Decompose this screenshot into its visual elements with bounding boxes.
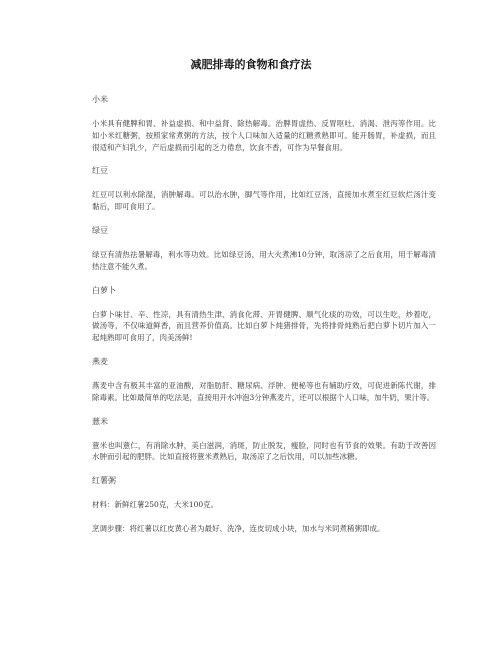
section-heading: 绿豆: [92, 225, 108, 235]
paragraph: 红豆可以利水除湿，消肿解毒。可以治水肿，脚气等作用，比如红豆汤，直接加水煮至红豆软烂汤汁变黏后，即可食用了。: [92, 190, 436, 212]
section-lvdou: [92, 225, 436, 273]
document-body: [92, 94, 436, 547]
section-yimi: [92, 416, 436, 464]
section-yanmai: [92, 356, 436, 404]
section-heading: 燕麦: [92, 356, 108, 366]
section-heading: 红豆: [92, 166, 108, 176]
section-heading: 小米: [92, 95, 108, 104]
section-bailuobo: [92, 285, 436, 344]
paragraph: 烹调步骤：将红薯以红皮黄心者为最好、洗净，连皮切成小块，加水与米同煮稀粥即成。: [92, 523, 385, 533]
paragraph: 燕麦中含有极其丰富的亚油酸，对脂肪肝、糖尿病、浮肿、便秘等也有辅助疗效，可促进新陈代谢，排除毒素。比如最简单的吃法是，直接用开水冲泡3分钟燕麦片，还可以根据个人口味，加牛奶，果汁等。: [92, 380, 436, 402]
section-heading: 薏米: [92, 416, 108, 426]
section-hongdou: [92, 165, 436, 213]
paragraph: 薏米也叫薏仁，有消除水肿，美白滋润，消斑，防止脱发，瘦脸，同时也有节食的效果。有助于改善因水肿而引起的肥胖。比如直接将薏米煮熟后，取汤凉了之后饮用，可以加些冰糖。: [92, 440, 436, 462]
section-hongshuzhou: [92, 475, 436, 535]
section-heading: 白萝卜: [92, 285, 116, 295]
section-heading: 红薯粥: [92, 476, 116, 486]
section-xiaomi: [92, 94, 436, 153]
paragraph: 白萝卜味甘、辛、性凉，具有清热生津、消食化滞、开胃健脾、顺气化痰的功效，可以生吃，炒着吃，做汤等，不仅味道鲜香，而且营养价值高。比如白萝卜炖猪排骨，先将排骨炖熟后把白萝卜切片加入一起炖熟即可食用了，肉美汤鲜!: [92, 309, 436, 343]
paragraph: 小米具有健脾和胃、补益虚损、和中益肾、除热解毒。治脾胃虚热、反胃呕吐、消渴、泄泻等作用。比如小米红糖粥，按照家常煮粥的方法，按个人口味加入适量的红糖煮熟即可。能开肠胃，补虚损，而且很适和产妇乳少，产后虚损而引起的乏力倦怠，饮食不香，可作为早餐食用。: [92, 119, 436, 152]
document-title: 减肥排毒的食物和食疗法: [190, 58, 312, 71]
paragraph: 绿豆有清热祛暑解毒，利水等功效。比如绿豆汤，用大火煮沸10分钟，取汤凉了之后食用，用于解毒清热注意不能久煮。: [92, 249, 436, 271]
paragraph: 材料：新鲜红薯250克，大米100克。: [92, 500, 219, 510]
